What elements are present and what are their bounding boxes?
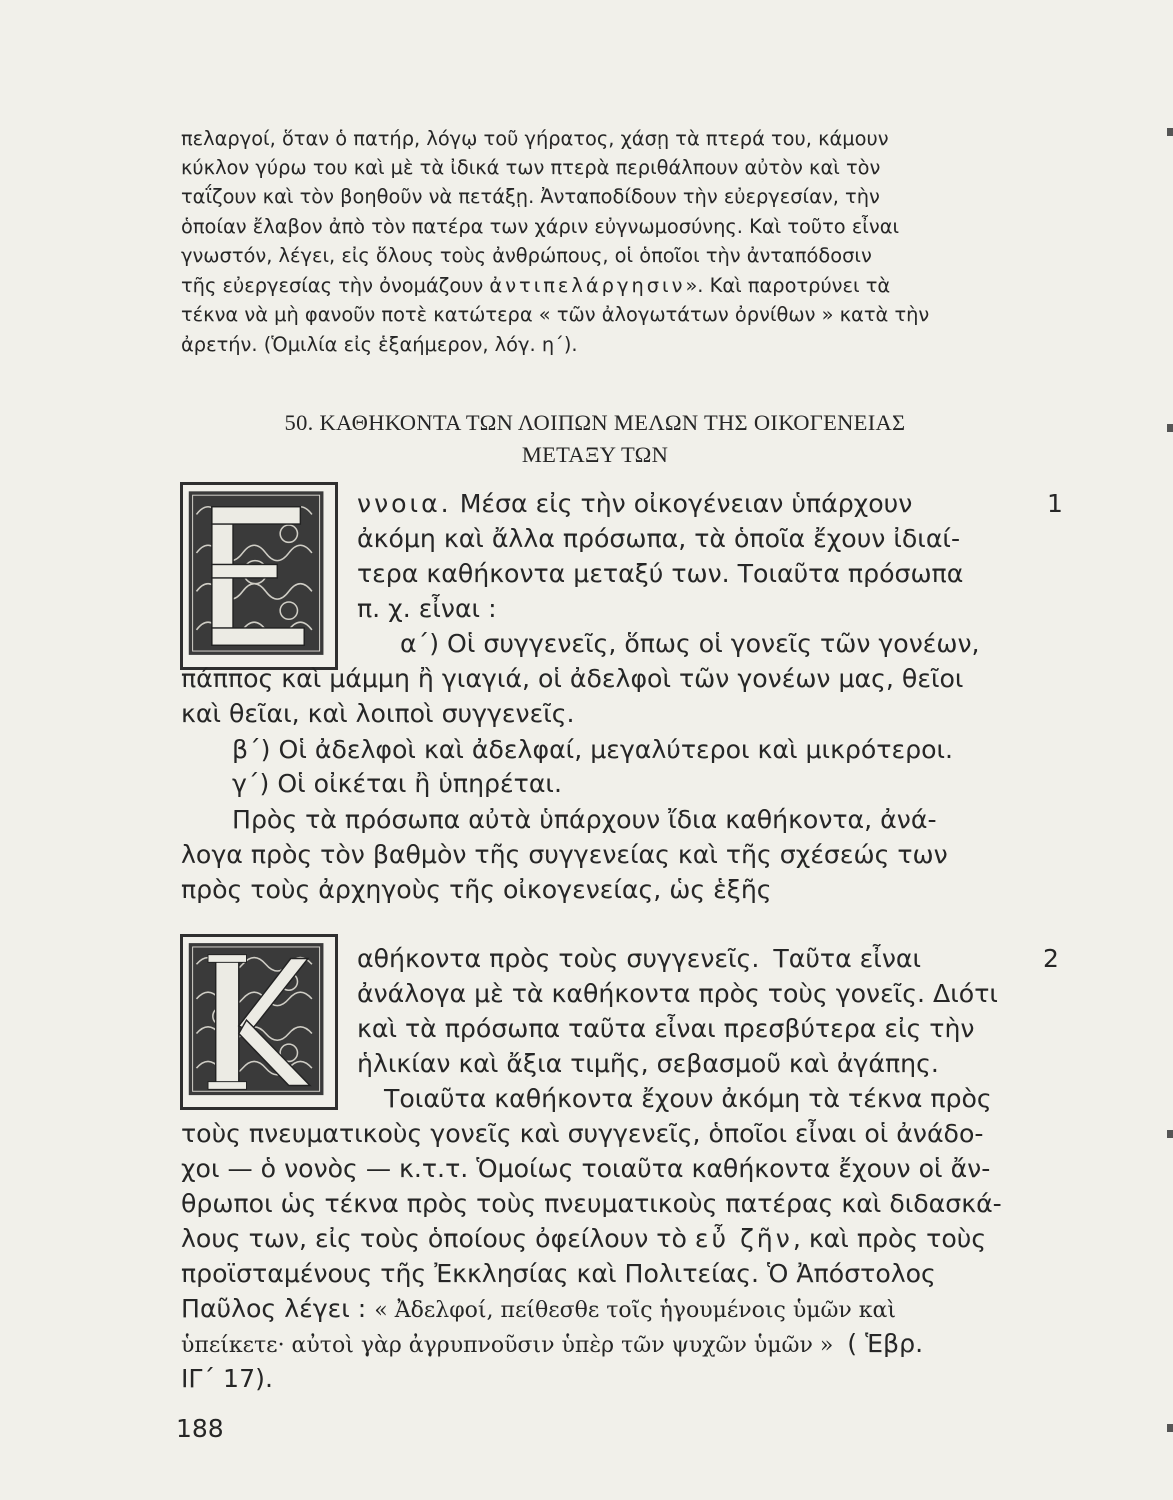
text-run: Μέσα εἰς τὴν οἰκογένειαν ὑπάρχουν <box>459 489 913 518</box>
quotation: « Ἀδελφοί, πείθεσθε τοῖς ἡγουμένοις ὑμῶν καὶ <box>374 1298 897 1323</box>
text-line <box>181 1224 986 1253</box>
text-line: καὶ θεῖαι, καὶ λοιποὶ συγγενεῖς. <box>181 699 575 728</box>
text-line: πρὸς τοὺς ἀρχηγοὺς τῆς οἰκογενείας, ὡς ἑξῆς <box>181 875 772 904</box>
text-line: π. χ. εἶναι : <box>357 594 497 623</box>
text-line: κύκλον γύρω του καὶ μὲ τὰ ἰδικά των πτερὰ περιθάλπουν αὐτὸν καὶ τὸν <box>181 156 881 179</box>
text-line: ὁποίαν ἔλαβον ἀπὸ τὸν πατέρα των χάριν εὐγνωμοσύνης. Καὶ τοῦτο εἶναι <box>181 215 900 238</box>
paragraph-number: 1 <box>1047 489 1063 518</box>
text-line: Τοιαῦτα καθήκοντα ἔχουν ἀκόμη τὰ τέκνα πρὸς <box>384 1084 992 1113</box>
text-line: ἀκόμη καὶ ἄλλα πρόσωπα, τὰ ὁποῖα ἔχουν ἰδιαί- <box>357 524 961 553</box>
dropcap-k-illuminated <box>180 934 338 1110</box>
text-run: τῆς εὐεργεσίας τὴν ὀνομάζουν <box>181 274 484 297</box>
text-run: Παῦλος λέγει : <box>181 1294 367 1323</box>
text-line: γ΄) Οἱ οἰκέται ἢ ὑπηρέται. <box>232 769 562 798</box>
text-line: γνωστόν, λέγει, εἰς ὅλους τοὺς ἀνθρώπους, οἱ ὁποῖοι τὴν ἀνταπόδοσιν <box>181 244 872 267</box>
lead-word: ννοια. <box>357 489 452 518</box>
text-line <box>181 1329 923 1358</box>
ornament-icon <box>183 485 335 667</box>
text-line: ἀρετήν. (Ὁμιλία εἰς ἑξαήμερον, λόγ. η΄). <box>181 333 578 356</box>
text-line: θρωποι ὡς τέκνα πρὸς τοὺς πνευματικοὺς πατέρας καὶ διδασκά- <box>181 1189 1002 1218</box>
text-run: λους των, εἰς τοὺς ὁποίους ὀφείλουν τὸ <box>181 1224 687 1253</box>
text-run: , καὶ πρὸς τοὺς <box>792 1224 987 1253</box>
lead-phrase: αθήκοντα πρὸς τοὺς συγγενεῖς. <box>357 944 760 973</box>
page-number: 188 <box>176 1414 224 1443</box>
text-run: ». Καὶ παροτρύνει τὰ <box>685 274 891 297</box>
text-line <box>357 944 921 973</box>
paragraph-number: 2 <box>1043 944 1059 973</box>
text-line: ΙΓ΄ 17). <box>181 1364 273 1393</box>
text-line: καὶ τὰ πρόσωπα ταῦτα εἶναι πρεσβύτερα εἰς τὴν <box>357 1014 975 1043</box>
text-line <box>357 489 912 518</box>
text-line: τοὺς πνευματικοὺς γονεῖς καὶ συγγενεῖς, ὁποῖοι εἶναι οἱ ἀνάδο- <box>181 1119 984 1148</box>
text-line <box>181 1294 896 1323</box>
text-line: λογα πρὸς τὸν βαθμὸν τῆς συγγενείας καὶ τῆς σχέσεώς των <box>181 840 948 869</box>
text-line: προϊσταμένους τῆς Ἐκκλησίας καὶ Πολιτείας. Ὁ Ἀπόστολος <box>181 1259 936 1288</box>
emphasized-word: ἀντιπελάργησιν <box>489 274 686 297</box>
text-line: πάππος καὶ μάμμη ἢ γιαγιά, οἱ ἀδελφοὶ τῶν γονέων μας, θεῖοι <box>181 664 964 693</box>
scan-mark <box>1167 128 1173 136</box>
text-line: τέκνα νὰ μὴ φανοῦν ποτὲ κατώτερα « τῶν ἀλογωτάτων ὀρνίθων » κατὰ τὴν <box>181 303 930 326</box>
dropcap-e-illuminated <box>180 482 338 670</box>
text-run: Ταῦτα εἶναι <box>773 944 922 973</box>
emphasized-word: εὖ ζῆν <box>694 1224 793 1253</box>
text-line: β΄) Οἱ ἀδελφοὶ καὶ ἀδελφαί, μεγαλύτεροι καὶ μικρότεροι. <box>232 735 954 764</box>
scan-mark <box>1167 424 1173 432</box>
text-line: Πρὸς τὰ πρόσωπα αὐτὰ ὑπάρχουν ἴδια καθήκοντα, ἀνά- <box>232 805 937 834</box>
text-line: ἡλικίαν καὶ ἄξια τιμῆς, σεβασμοῦ καὶ ἀγάπης. <box>357 1049 939 1078</box>
scan-mark <box>1167 1130 1173 1138</box>
section-heading-line1: 50. ΚΑΘΗΚΟΝΤΑ ΤΩΝ ΛΟΙΠΩΝ ΜΕΛΩΝ ΤΗΣ ΟΙΚΟΓΕΝΕΙΑΣ <box>284 410 906 435</box>
scan-mark <box>1167 1424 1173 1432</box>
ornament-icon <box>183 937 335 1107</box>
citation: ( Ἑβρ. <box>847 1329 924 1358</box>
text-line: ταΐζουν καὶ τὸν βοηθοῦν νὰ πετάξῃ. Ἀνταποδίδουν τὴν εὐεργεσίαν, τὴν <box>181 185 880 208</box>
text-line: πελαργοί, ὅταν ὁ πατήρ, λόγῳ τοῦ γήρατος, χάσῃ τὰ πτερά του, κάμουν <box>181 127 889 150</box>
section-heading-line2: ΜΕΤΑΞΥ ΤΩΝ <box>521 442 669 467</box>
text-line: τερα καθήκοντα μεταξύ των. Τοιαῦτα πρόσωπα <box>357 559 964 588</box>
text-line: α΄) Οἱ συγγενεῖς, ὅπως οἱ γονεῖς τῶν γονέων, <box>400 629 980 658</box>
text-line: ἀνάλογα μὲ τὰ καθήκοντα πρὸς τοὺς γονεῖς. Διότι <box>357 979 998 1008</box>
quotation: ὑπείκετε· αὐτοὶ γὰρ ἀγρυπνοῦσιν ὑπὲρ τῶν ψυχῶν ὑμῶν » <box>181 1333 834 1358</box>
text-line: χοι — ὁ νονὸς — κ.τ.τ. Ὁμοίως τοιαῦτα καθήκοντα ἔχουν οἱ ἄν- <box>181 1154 991 1183</box>
text-line <box>181 274 890 297</box>
